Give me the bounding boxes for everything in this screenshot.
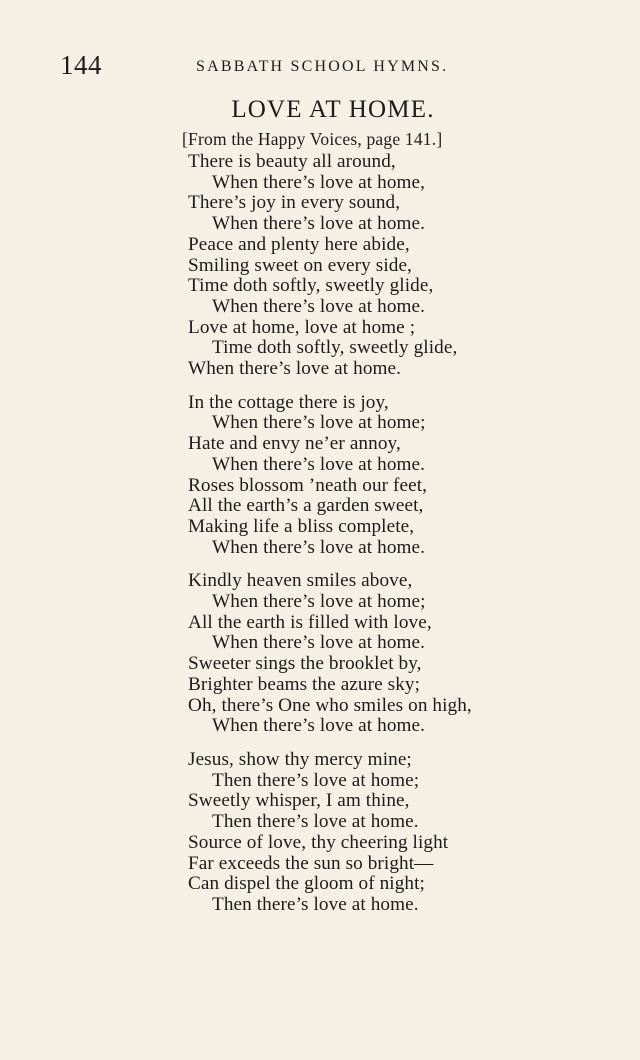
verse-line: Peace and plenty here abide,	[188, 233, 410, 255]
verse-line: Love at home, love at home ;	[188, 316, 416, 338]
verse-line: Sweeter sings the brooklet by,	[188, 653, 422, 675]
page-number: 144	[60, 50, 102, 80]
verse-line: When there’s love at home;	[212, 412, 426, 434]
verse-line: Kindly heaven smiles above,	[188, 570, 413, 592]
verse-line: Then there’s love at home.	[212, 893, 419, 915]
verse-line: When there’s love at home.	[212, 536, 426, 558]
verse-line: In the cottage there is joy,	[188, 391, 389, 413]
hymn-source: [From the Happy Voices, page 141.]	[182, 129, 443, 149]
verse-line: When there’s love at home.	[212, 453, 426, 475]
verse-line: When there’s love at home.	[212, 295, 426, 317]
stanza-2	[188, 393, 618, 559]
verse-line: All the earth is filled with love,	[188, 611, 432, 633]
verse-line: When there’s love at home.	[188, 358, 402, 380]
stanza-3	[188, 571, 618, 737]
verse-line: Sweetly whisper, I am thine,	[188, 790, 410, 812]
verse-line: There’s joy in every sound,	[188, 192, 401, 214]
verse-line: Source of love, thy cheering light	[188, 831, 449, 853]
verse-line: Jesus, show thy mercy mine;	[188, 748, 412, 770]
verse-line: Hate and envy ne’er annoy,	[188, 433, 401, 455]
verse-line: Smiling sweet on every side,	[188, 254, 412, 276]
verse-line: When there’s love at home;	[212, 591, 426, 613]
verse-line: All the earth’s a garden sweet,	[188, 495, 424, 517]
verse-line: Far exceeds the sun so bright—	[188, 852, 434, 874]
verse-line: Then there’s love at home.	[212, 811, 419, 833]
stanza-4	[188, 750, 618, 916]
verse-line: Brighter beams the azure sky;	[188, 673, 421, 695]
verse-line: Can dispel the gloom of night;	[188, 873, 425, 895]
verse-line: When there’s love at home.	[212, 213, 426, 235]
verse-line: Oh, there’s One who smiles on high,	[188, 694, 472, 716]
hymn-title: LOVE AT HOME.	[231, 96, 435, 123]
verse-line: Roses blossom ’neath our feet,	[188, 474, 428, 496]
verse-line: Time doth softly, sweetly glide,	[188, 275, 434, 297]
hymn-verses	[188, 152, 618, 929]
verse-line: Making life a bliss complete,	[188, 515, 415, 537]
running-head: SABBATH SCHOOL HYMNS.	[196, 58, 449, 75]
verse-line: When there’s love at home.	[212, 632, 426, 654]
verse-line: There is beauty all around,	[188, 151, 396, 172]
verse-line: Then there’s love at home;	[212, 769, 420, 791]
verse-line: When there’s love at home.	[212, 715, 426, 737]
verse-line: When there’s love at home,	[212, 171, 426, 193]
stanza-1	[188, 152, 618, 380]
verse-line: Time doth softly, sweetly glide,	[212, 337, 458, 359]
